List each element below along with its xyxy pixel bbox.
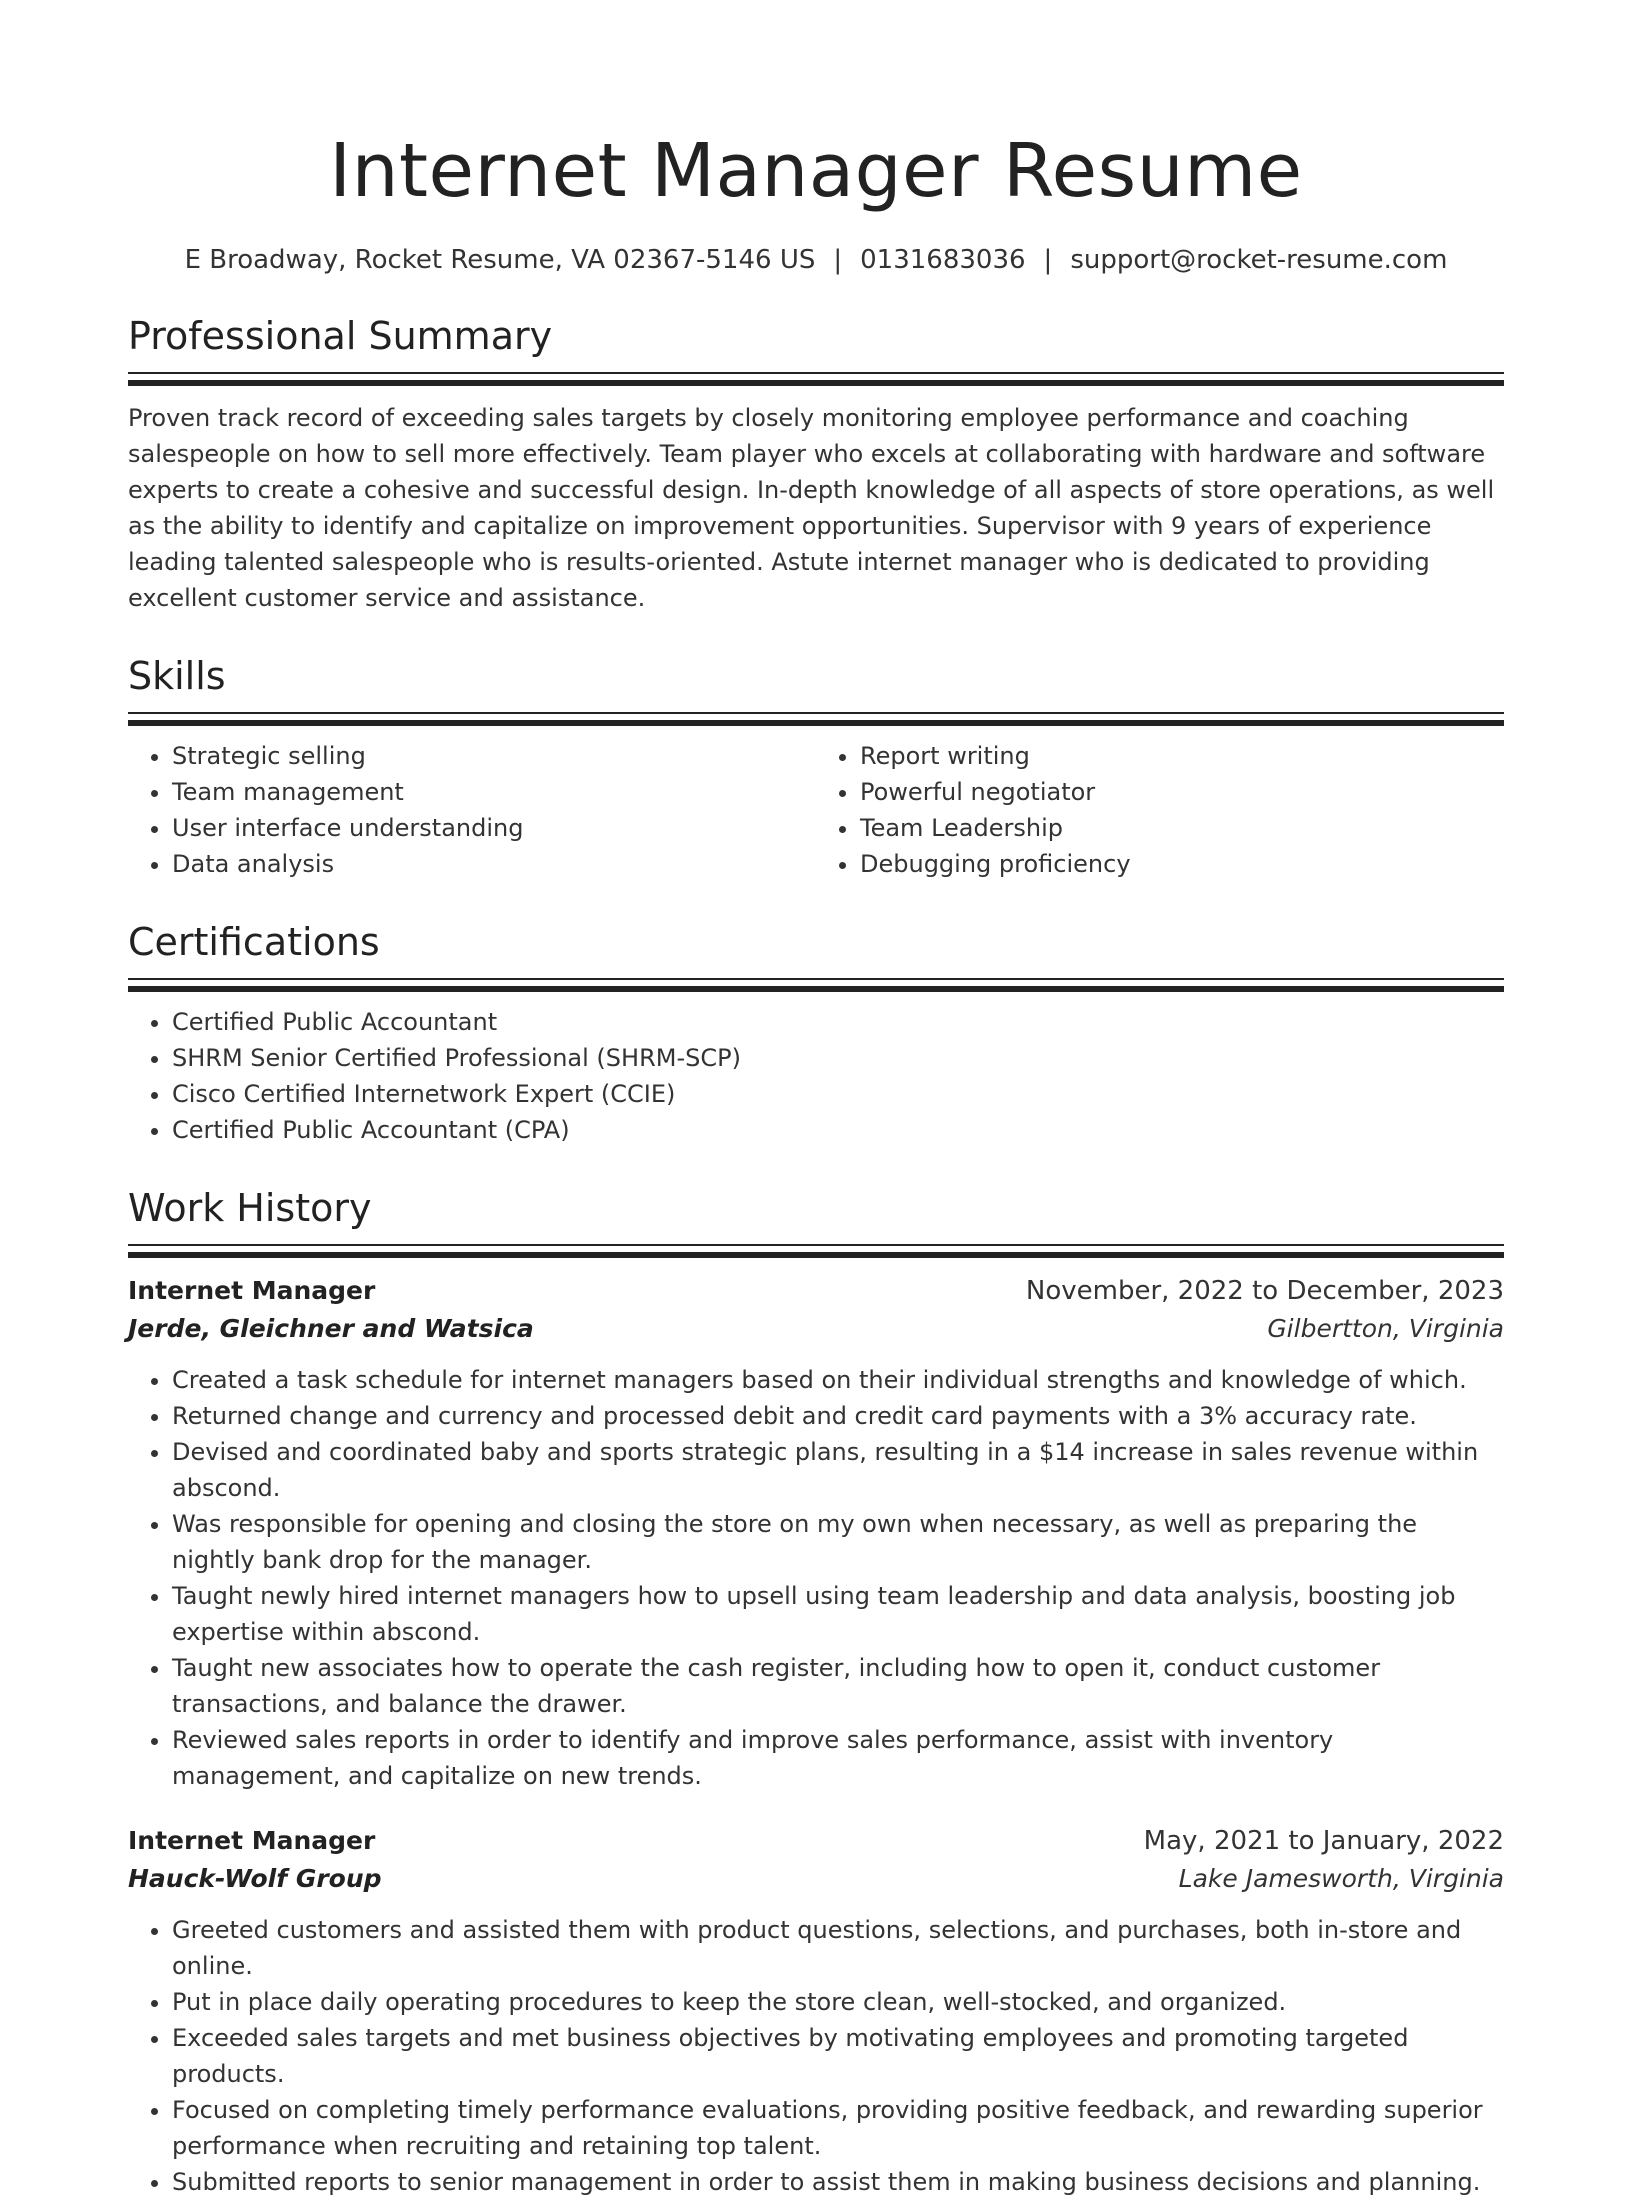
certifications-list <box>128 1004 1504 1148</box>
job-dates: November, 2022 to December, 2023 <box>1025 1276 1504 1306</box>
section-title-skills: Skills <box>128 654 226 698</box>
job-company-row <box>128 1860 1504 1898</box>
summary-section <box>128 312 1504 616</box>
job-bullet: • Devised and coordinated baby and sports strategic plans, resulting in a $14 increase in sales revenue within abscond. <box>172 1434 1504 1506</box>
job-bullet: • Focused on completing timely performance evaluations, providing positive feedback, and rewarding superior performance when recruiting and retaining top talent. <box>172 2092 1504 2164</box>
job-bullet: • Exceeded sales targets and met business objectives by motivating employees and promoting targeted products. <box>172 2020 1504 2092</box>
work-history-section <box>128 1184 1504 2200</box>
contact-separator: | <box>833 245 843 275</box>
job-location: Gilbertton, Virginia <box>1267 1314 1504 1343</box>
skill-item: • Report writing <box>860 738 1504 774</box>
skill-item: • User interface understanding <box>172 810 816 846</box>
job-bullet: • Was responsible for opening and closing the store on my own when necessary, as well as preparing the nightly bank drop for the manager. <box>172 1506 1504 1578</box>
job-header-row <box>128 1272 1504 1310</box>
job-bullet: • Taught newly hired internet managers how to upsell using team leadership and data analysis, boosting job expertise within abscond. <box>172 1578 1504 1650</box>
job-entry <box>128 1272 1504 1794</box>
skills-list-right <box>816 738 1504 882</box>
certifications-section <box>128 918 1504 1148</box>
job-bullet: • Created a task schedule for internet managers based on their individual strengths and knowledge of which. <box>172 1362 1504 1398</box>
job-bullet: • Taught new associates how to operate the cash register, including how to open it, conduct customer transactions, and balance the drawer. <box>172 1650 1504 1722</box>
job-bullet: • Returned change and currency and processed debit and credit card payments with a 3% accuracy rate. <box>172 1398 1504 1434</box>
certification-item: • Certified Public Accountant (CPA) <box>172 1112 1504 1148</box>
job-company: Hauck-Wolf Group <box>128 1864 382 1893</box>
contact-address: E Broadway, Rocket Resume, VA 02367-5146 US <box>184 245 816 275</box>
contact-separator: | <box>1043 245 1053 275</box>
skills-section <box>128 652 1504 882</box>
section-divider <box>128 712 1504 726</box>
job-bullet: • Put in place daily operating procedures to keep the store clean, well-stocked, and organized. <box>172 1984 1504 2020</box>
section-divider <box>128 1244 1504 1258</box>
job-bullets <box>128 1362 1504 1794</box>
section-title-work-history: Work History <box>128 1186 372 1230</box>
contact-email: support@rocket-resume.com <box>1070 245 1448 275</box>
section-divider <box>128 372 1504 386</box>
skill-item: • Team Leadership <box>860 810 1504 846</box>
contact-line <box>128 244 1504 276</box>
job-header-row <box>128 1822 1504 1860</box>
skill-item: • Strategic selling <box>172 738 816 774</box>
skill-item: • Team management <box>172 774 816 810</box>
job-title: Internet Manager <box>128 1276 376 1305</box>
job-bullets <box>128 1912 1504 2200</box>
job-company-row <box>128 1310 1504 1348</box>
skills-columns <box>128 738 1504 882</box>
section-divider <box>128 978 1504 992</box>
job-title: Internet Manager <box>128 1826 376 1855</box>
section-title-certifications: Certifications <box>128 920 380 964</box>
job-dates: May, 2021 to January, 2022 <box>1143 1826 1504 1856</box>
certification-item: • SHRM Senior Certified Professional (SHRM-SCP) <box>172 1040 1504 1076</box>
job-entry <box>128 1822 1504 2200</box>
job-bullet: • Submitted reports to senior management in order to assist them in making business decisions and planning. <box>172 2164 1504 2200</box>
job-bullet: • Reviewed sales reports in order to identify and improve sales performance, assist with inventory management, and capitalize on new trends. <box>172 1722 1504 1794</box>
skill-item: • Debugging proficiency <box>860 846 1504 882</box>
skill-item: • Powerful negotiator <box>860 774 1504 810</box>
job-company: Jerde, Gleichner and Watsica <box>128 1314 534 1343</box>
summary-text: Proven track record of exceeding sales targets by closely monitoring employee performance and coaching salespeople on how to sell more effectively. Team player who excels at collaborating with hardware and software experts to create a cohesive and successful design. In-depth knowledge of all aspects of store operations, as well as the ability to identify and capitalize on improvement opportunities. Supervisor with 9 years of experience leading talented salespeople who is results-oriented. Astute internet manager who is dedicated to providing excellent customer service and assistance. <box>128 404 1495 612</box>
resume-title: Internet Manager Resume <box>329 128 1303 214</box>
certification-item: • Cisco Certified Internetwork Expert (CCIE) <box>172 1076 1504 1112</box>
certification-item: • Certified Public Accountant <box>172 1004 1504 1040</box>
skills-list-left <box>128 738 816 882</box>
skill-item: • Data analysis <box>172 846 816 882</box>
section-title-summary: Professional Summary <box>128 314 553 358</box>
contact-phone: 0131683036 <box>860 245 1026 275</box>
job-bullet: • Greeted customers and assisted them with product questions, selections, and purchases, both in-store and online. <box>172 1912 1504 1984</box>
job-location: Lake Jamesworth, Virginia <box>1178 1864 1504 1893</box>
